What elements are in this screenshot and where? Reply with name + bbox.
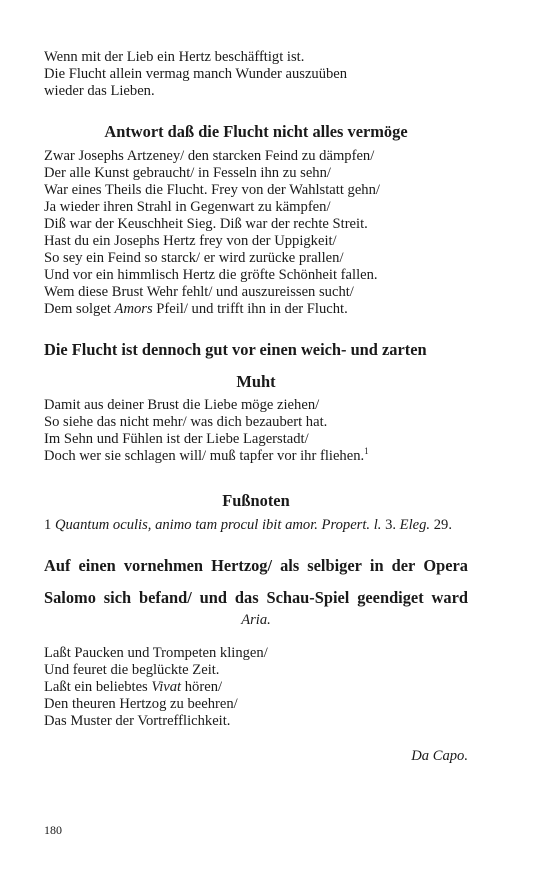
page-number: 180 (44, 823, 62, 837)
italic-text: Vivat (151, 679, 182, 695)
text-line: Wenn mit der Lieb ein Hertz beschäfftigt ist. (44, 49, 305, 65)
text-line: Im Sehn und Fühlen ist der Liebe Lagerstadt/ (44, 431, 309, 447)
title-word: sich (103, 588, 132, 607)
text-line: So siehe das nicht mehr/ was dich bezaubert hat. (44, 414, 328, 430)
title-word: in (369, 556, 384, 575)
intro-stanza (44, 49, 468, 100)
section-title-continued: Muht (236, 372, 276, 391)
title-word: vornehmen (123, 556, 204, 575)
text-line: Den theuren Hertzog zu beehren/ (44, 696, 238, 712)
poem-stanza (44, 397, 468, 465)
text-line (44, 301, 468, 318)
title-word: ward (431, 588, 468, 607)
text-line: Und vor ein himmlisch Hertz die gröfte Schönheit fallen. (44, 267, 378, 283)
text-line: Wem diese Brust Wehr fehlt/ und auszureissen sucht/ (44, 284, 354, 300)
footnote-marker: 1 (364, 446, 369, 457)
section-title-continued (44, 588, 468, 608)
aria-label: Aria. (241, 612, 271, 628)
italic-text: Amors (114, 301, 153, 317)
text-line: wieder das Lieben. (44, 83, 155, 99)
text-segment: 29. (430, 517, 452, 533)
title-word: das (234, 588, 259, 607)
title-word: Schau-Spiel (266, 588, 350, 607)
text-line: Die Flucht allein vermag manch Wunder auszuüben (44, 66, 348, 82)
text-line: Das Muster der Vortrefflichkeit. (44, 713, 231, 729)
text-line: Der alle Kunst gebraucht/ in Fesseln ihn zu sehn/ (44, 165, 331, 181)
title-word: Salomo (44, 588, 96, 607)
text-line (44, 448, 468, 465)
title-word: geendiget (357, 588, 424, 607)
title-word: Hertzog/ (211, 556, 273, 575)
text-segment: 3. (381, 517, 400, 533)
title-word: selbiger (307, 556, 362, 575)
text-line (44, 679, 468, 696)
da-capo-mark: Da Capo. (411, 748, 468, 764)
text-segment: hören/ (181, 679, 223, 695)
section-title: Die Flucht ist dennoch gut vor einen weich- und zarten (44, 340, 427, 359)
text-line: So sey ein Feind so starck/ er wird zurücke prallen/ (44, 250, 344, 266)
footnote-entry (44, 517, 468, 534)
section-title (44, 556, 468, 576)
italic-text: Quantum oculis, animo tam procul ibit amor. Propert. l. (54, 517, 382, 533)
text-line: Diß war der Keuschheit Sieg. Diß war der rechte Streit. (44, 216, 368, 232)
italic-text: Eleg. (399, 517, 431, 533)
title-word: Auf (44, 556, 71, 575)
poem-stanza (44, 645, 468, 730)
text-segment: Pfeil/ und trifft ihn in der Flucht. (152, 301, 348, 317)
text-line: War eines Theils die Flucht. Frey von der Wahlstatt gehn/ (44, 182, 380, 198)
title-word: als (280, 556, 300, 575)
text-line: Laßt Paucken und Trompeten klingen/ (44, 645, 268, 661)
text-segment: Doch wer sie schlagen will/ muß tapfer vor ihr fliehen. (44, 448, 365, 464)
text-segment: Laßt ein beliebtes (44, 679, 152, 695)
text-line: Und feuret die beglückte Zeit. (44, 662, 220, 678)
title-word: einen (78, 556, 116, 575)
footnote-number: 1 (44, 517, 52, 533)
title-word: befand/ (138, 588, 192, 607)
footnotes-title: Fußnoten (222, 491, 290, 510)
title-word: und (199, 588, 228, 607)
poem-stanza (44, 148, 468, 318)
text-line: Ja wieder ihren Strahl in Gegenwart zu kämpfen/ (44, 199, 331, 215)
text-line: Zwar Josephs Artzeney/ den starcken Feind zu dämpfen/ (44, 148, 375, 164)
text-line: Hast du ein Josephs Hertz frey von der Uppigkeit/ (44, 233, 337, 249)
title-word: Opera (423, 556, 468, 575)
section-title: Antwort daß die Flucht nicht alles vermöge (104, 122, 408, 141)
title-word: der (391, 556, 416, 575)
page-body (44, 49, 468, 765)
text-segment: Dem solget (44, 301, 115, 317)
text-line: Damit aus deiner Brust die Liebe möge ziehen/ (44, 397, 320, 413)
